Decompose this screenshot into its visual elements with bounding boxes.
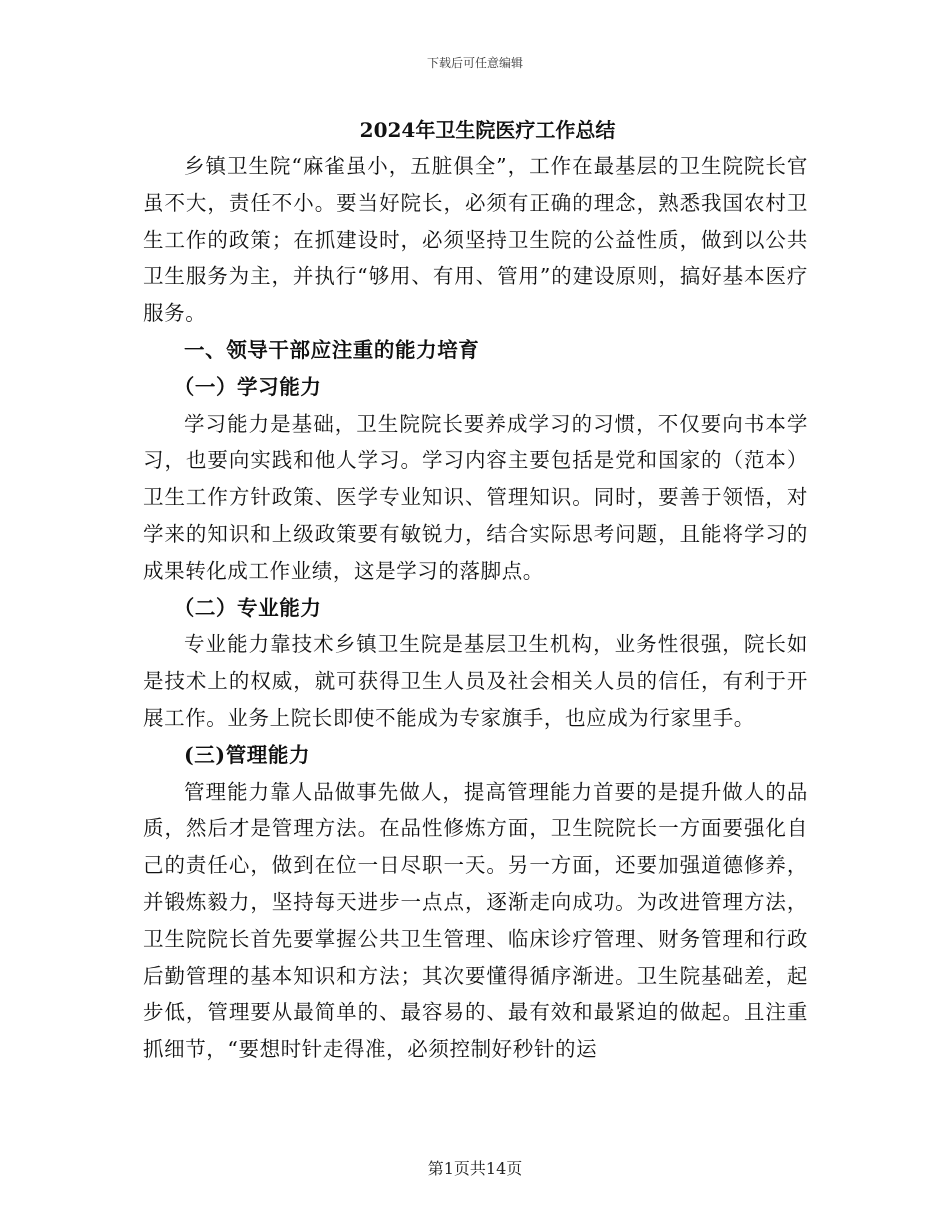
subheading-management: (三)管理能力 — [184, 742, 311, 767]
document-body — [143, 112, 808, 1068]
subheading-professional: （二）专业能力 — [173, 595, 322, 620]
header-note: 下载后可任意编辑 — [426, 56, 523, 70]
management-paragraph: 管理能力靠人品做事先做人，提高管理能力首要的是提升做人的品质，然后才是管理方法。在品性修炼方面，卫生院院长一方面要强化自己的责任心，做到在位一日尽职一天。另一方面，还要加强道德修养，并锻炼毅力，坚持每天进步一点点，逐渐走向成功。为改进管理方法，卫生院院长首先要掌握公共卫生管理、临床诊疗管理、财务管理和行政后勤管理的基本知识和方法；其次要懂得循序渐进。卫生院基础差，起步低，管理要从最简单的、最容易的、最有效和最紧迫的做起。且注重抓细节，“要想时针走得准，必须控制好秒针的运 — [143, 779, 808, 1062]
intro-paragraph: 乡镇卫生院“麻雀虽小，五脏俱全”，工作在最基层的卫生院院长官虽不大，责任不小。要当好院长，必须有正确的理念，熟悉我国农村卫生工作的政策；在抓建设时，必须坚持卫生院的公益性质，做到以公共卫生服务为主，并执行“够用、有用、管用”的建设原则，搞好基本医疗服务。 — [143, 154, 808, 326]
section-heading-1: 一、领导干部应注重的能力培育 — [184, 337, 480, 362]
page-footer: 第1页共14页 — [427, 1159, 523, 1178]
professional-paragraph: 专业能力靠技术乡镇卫生院是基层卫生机构，业务性很强，院长如是技术上的权威，就可获得卫生人员及社会相关人员的信任，有利于开展工作。业务上院长即使不能成为专家旗手，也应成为行家里手。 — [143, 632, 808, 730]
subheading-learning: （一）学习能力 — [173, 374, 322, 399]
learning-paragraph: 学习能力是基础，卫生院院长要养成学习的习惯，不仅要向书本学习，也要向实践和他人学习。学习内容主要包括是党和国家的（范本）卫生工作方针政策、医学专业知识、管理知识。同时，要善于领悟，对学来的知识和上级政策要有敏锐力，结合实际思考问题，且能将学习的成果转化成工作业绩，这是学习的落脚点。 — [143, 411, 808, 583]
document-title: 2024年卫生院医疗工作总结 — [359, 118, 616, 142]
